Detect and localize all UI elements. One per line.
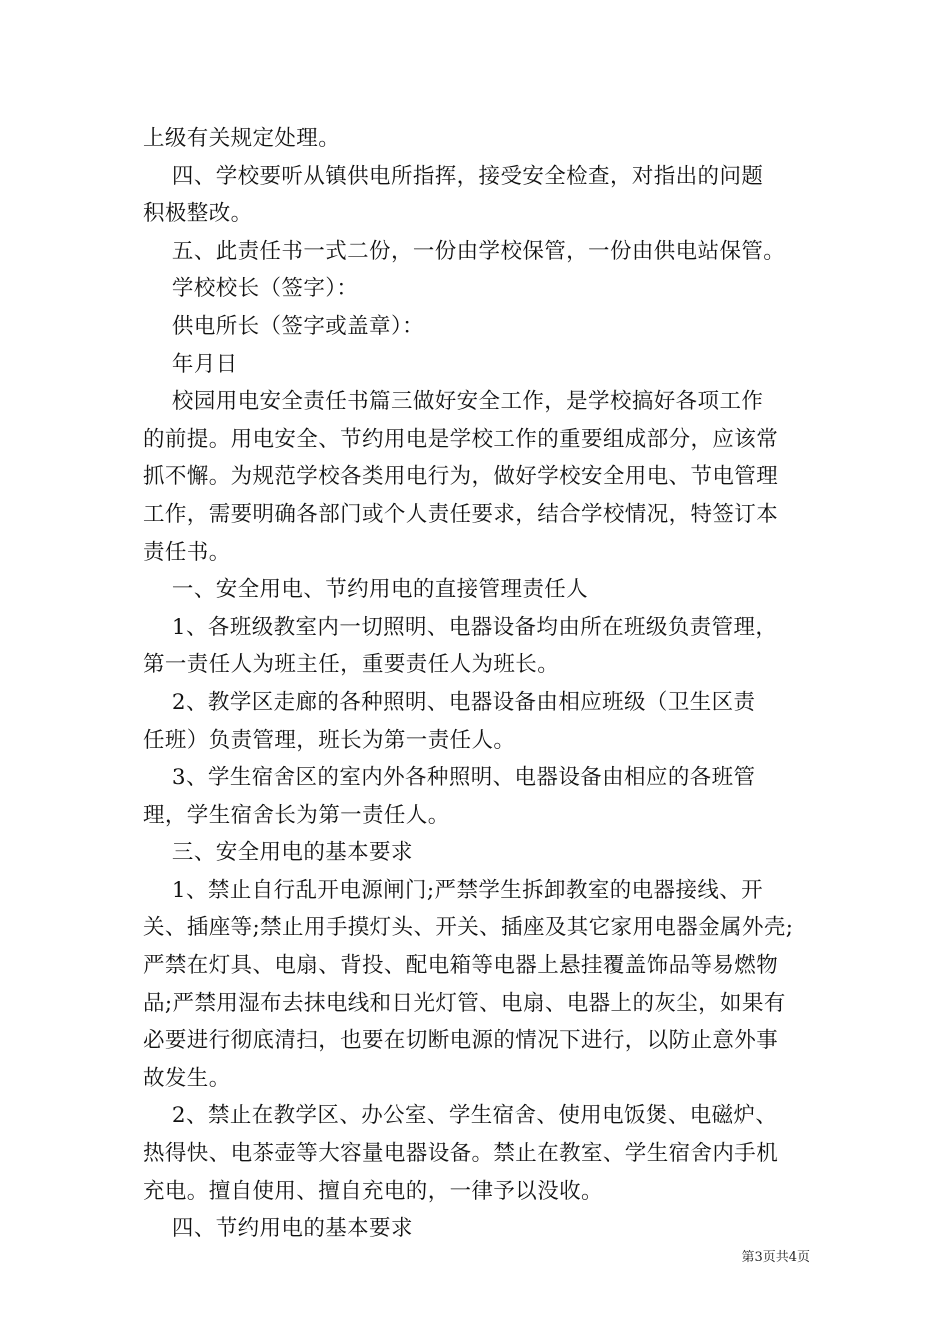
- paragraph: [143, 834, 813, 872]
- text-line: 四、节约用电的基本要求: [143, 1216, 413, 1242]
- paragraph: [143, 684, 813, 759]
- text-line: 故发生。: [143, 1065, 231, 1091]
- text-line: 四、学校要听从镇供电所指挥，接受安全检查，对指出的问题: [143, 163, 764, 189]
- paragraph: [143, 270, 813, 308]
- paragraph: [143, 571, 813, 609]
- text-line: 必要进行彻底清扫，也要在切断电源的情况下进行，以防止意外事: [143, 1028, 779, 1054]
- text-line: 1、禁止自行乱开电源闸门;严禁学生拆卸教室的电器接线、开: [143, 877, 764, 903]
- paragraph: [143, 158, 813, 233]
- text-line: 供电所长（签字或盖章）：: [143, 313, 424, 339]
- text-line: 五、此责任书一式二份，一份由学校保管，一份由供电站保管。: [143, 238, 786, 264]
- text-line: 三、安全用电的基本要求: [143, 840, 413, 866]
- text-line: 1、各班级教室内一切照明、电器设备均由所在班级负责管理，: [143, 614, 778, 640]
- paragraph: [143, 759, 813, 834]
- text-line: 上级有关规定处理。: [143, 126, 341, 151]
- paragraph: [143, 1210, 813, 1248]
- paragraph: [143, 346, 813, 384]
- paragraph: [143, 308, 813, 346]
- text-line: 3、学生宿舍区的室内外各种照明、电器设备由相应的各班管: [143, 765, 756, 791]
- text-line: 校园用电安全责任书篇三做好安全工作，是学校搞好各项工作: [143, 389, 764, 415]
- page-number: 第3页共4页: [741, 1250, 810, 1265]
- paragraph: [143, 1097, 813, 1210]
- text-line: 2、禁止在教学区、办公室、学生宿舍、使用电饭煲、电磁炉、: [143, 1103, 778, 1129]
- text-line: 一、安全用电、节约用电的直接管理责任人: [143, 577, 589, 603]
- text-line: 严禁在灯具、电扇、背投、配电箱等电器上悬挂覆盖饰品等易燃物: [143, 953, 779, 979]
- text-line: 热得快、电茶壶等大容量电器设备。禁止在教室、学生宿舍内手机: [143, 1141, 779, 1167]
- document-body: [143, 120, 813, 1248]
- text-line: 责任书。: [143, 539, 231, 565]
- paragraph: [143, 383, 813, 571]
- paragraph: [143, 120, 813, 158]
- text-line: 任班）负责管理，班长为第一责任人。: [143, 727, 516, 753]
- paragraph: [143, 233, 813, 271]
- text-line: 2、教学区走廊的各种照明、电器设备由相应班级（卫生区责: [143, 689, 756, 715]
- text-line: 的前提。用电安全、节约用电是学校工作的重要组成部分，应该常: [143, 426, 779, 452]
- text-line: 积极整改。: [143, 201, 253, 227]
- text-line: 关、插座等;禁止用手摸灯头、开关、插座及其它家用电器金属外壳;: [143, 915, 794, 941]
- text-line: 工作，需要明确各部门或个人责任要求，结合学校情况，特签订本: [143, 501, 779, 527]
- text-line: 抓不懈。为规范学校各类用电行为，做好学校安全用电、节电管理: [143, 464, 779, 490]
- text-line: 学校校长（签字）：: [143, 276, 359, 302]
- text-line: 年月日: [143, 351, 238, 377]
- text-line: 品;严禁用湿布去抹电线和日光灯管、电扇、电器上的灰尘，如果有: [143, 990, 786, 1016]
- text-line: 理，学生宿舍长为第一责任人。: [143, 802, 450, 828]
- paragraph: [143, 872, 813, 1098]
- paragraph: [143, 609, 813, 684]
- text-line: 第一责任人为班主任，重要责任人为班长。: [143, 652, 560, 678]
- text-line: 充电。擅自使用、擅自充电的，一律予以没收。: [143, 1178, 603, 1204]
